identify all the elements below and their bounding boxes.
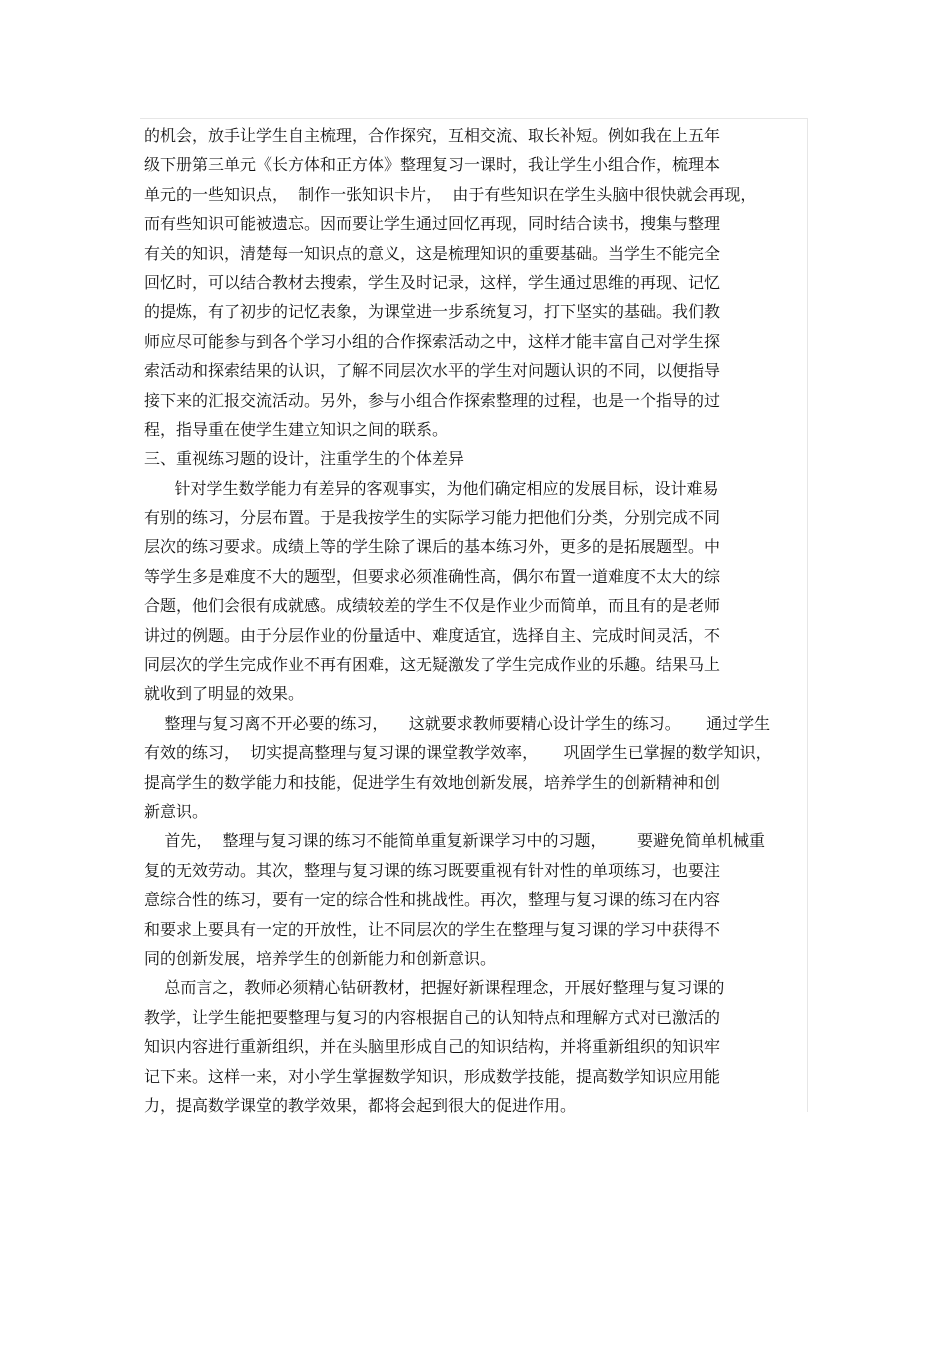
text-line: 就收到了明显的效果。 bbox=[144, 684, 305, 704]
text-line: 新意识。 bbox=[144, 801, 209, 821]
text-line: 单元的一些知识点， 制作一张知识卡片， 由于有些知识在学生头脑中很快就会再现， bbox=[144, 184, 757, 204]
text-line: 师应尽可能参与到各个学习小组的合作探索活动之中，这样才能丰富自己对学生探 bbox=[144, 331, 721, 351]
text-line: 的提炼，有了初步的记忆表象，为课堂进一步系统复习，打下坚实的基础。我们教 bbox=[144, 302, 721, 322]
section-heading: 三、重视练习题的设计，注重学生的个体差异 bbox=[144, 449, 465, 469]
text-line: 针对学生数学能力有差异的客观事实，为他们确定相应的发展目标，设计难易 bbox=[144, 478, 719, 498]
text-line: 有关的知识，清楚每一知识点的意义，这是梳理知识的重要基础。当学生不能完全 bbox=[144, 243, 721, 263]
text-line: 力，提高数学课堂的教学效果，都将会起到很大的促进作用。 bbox=[144, 1095, 577, 1115]
text-line: 程，指导重在使学生建立知识之间的联系。 bbox=[144, 419, 449, 439]
document-body bbox=[144, 121, 804, 1120]
text-line: 而有些知识可能被遗忘。因而要让学生通过回忆再现，同时结合读书，搜集与整理 bbox=[144, 214, 721, 234]
text-line: 意综合性的练习，要有一定的综合性和挑战性。再次，整理与复习课的练习在内容 bbox=[144, 890, 721, 910]
text-line: 复的无效劳动。其次，整理与复习课的练习既要重视有针对性的单项练习，也要注 bbox=[144, 860, 721, 880]
text-line: 回忆时，可以结合教材去搜索，学生及时记录，这样，学生通过思维的再现、记忆 bbox=[144, 272, 721, 292]
text-line: 合题，他们会很有成就感。成绩较差的学生不仅是作业少而简单，而且有的是老师 bbox=[144, 596, 721, 616]
text-line: 有别的练习，分层布置。于是我按学生的实际学习能力把他们分类，分别完成不同 bbox=[144, 508, 721, 528]
text-line: 级下册第三单元《长方体和正方体》整理复习一课时，我让学生小组合作，梳理本 bbox=[144, 155, 721, 175]
text-line: 整理与复习离不开必要的练习， 这就要求教师要精心设计学生的练习。 通过学生 bbox=[144, 713, 771, 733]
text-line: 同层次的学生完成作业不再有困难，这无疑激发了学生完成作业的乐趣。结果马上 bbox=[144, 655, 721, 675]
text-line: 接下来的汇报交流活动。另外，参与小组合作探索整理的过程，也是一个指导的过 bbox=[144, 390, 721, 410]
text-line: 首先， 整理与复习课的练习不能简单重复新课学习中的习题， 要避免简单机械重 bbox=[144, 831, 766, 851]
text-line: 记下来。这样一来，对小学生掌握数学知识，形成数学技能，提高数学知识应用能 bbox=[144, 1066, 721, 1086]
text-line: 知识内容进行重新组织，并在头脑里形成自己的知识结构，并将重新组织的知识牢 bbox=[144, 1037, 721, 1057]
text-line: 提高学生的数学能力和技能，促进学生有效地创新发展，培养学生的创新精神和创 bbox=[144, 772, 721, 792]
text-line: 同的创新发展，培养学生的创新能力和创新意识。 bbox=[144, 948, 497, 968]
text-line: 等学生多是难度不大的题型，但要求必须准确性高，偶尔布置一道难度不太大的综 bbox=[144, 566, 721, 586]
text-line: 有效的练习， 切实提高整理与复习课的课堂教学效率， 巩固学生已掌握的数学知识， bbox=[144, 743, 772, 763]
text-line: 教学，让学生能把要整理与复习的内容根据自己的认知特点和理解方式对已激活的 bbox=[144, 1007, 721, 1027]
text-line: 总而言之，教师必须精心钻研教材，把握好新课程理念，开展好整理与复习课的 bbox=[144, 978, 725, 998]
text-line: 和要求上要具有一定的开放性，让不同层次的学生在整理与复习课的学习中获得不 bbox=[144, 919, 721, 939]
text-line: 讲过的例题。由于分层作业的份量适中、难度适宜，选择自主、完成时间灵活，不 bbox=[144, 625, 721, 645]
text-line: 的机会，放手让学生自主梳理，合作探究，互相交流、取长补短。例如我在上五年 bbox=[144, 126, 721, 145]
text-line: 层次的练习要求。成绩上等的学生除了课后的基本练习外，更多的是拓展题型。中 bbox=[144, 537, 721, 557]
text-line: 索活动和探索结果的认识，了解不同层次水平的学生对问题认识的不同，以便指导 bbox=[144, 361, 721, 381]
